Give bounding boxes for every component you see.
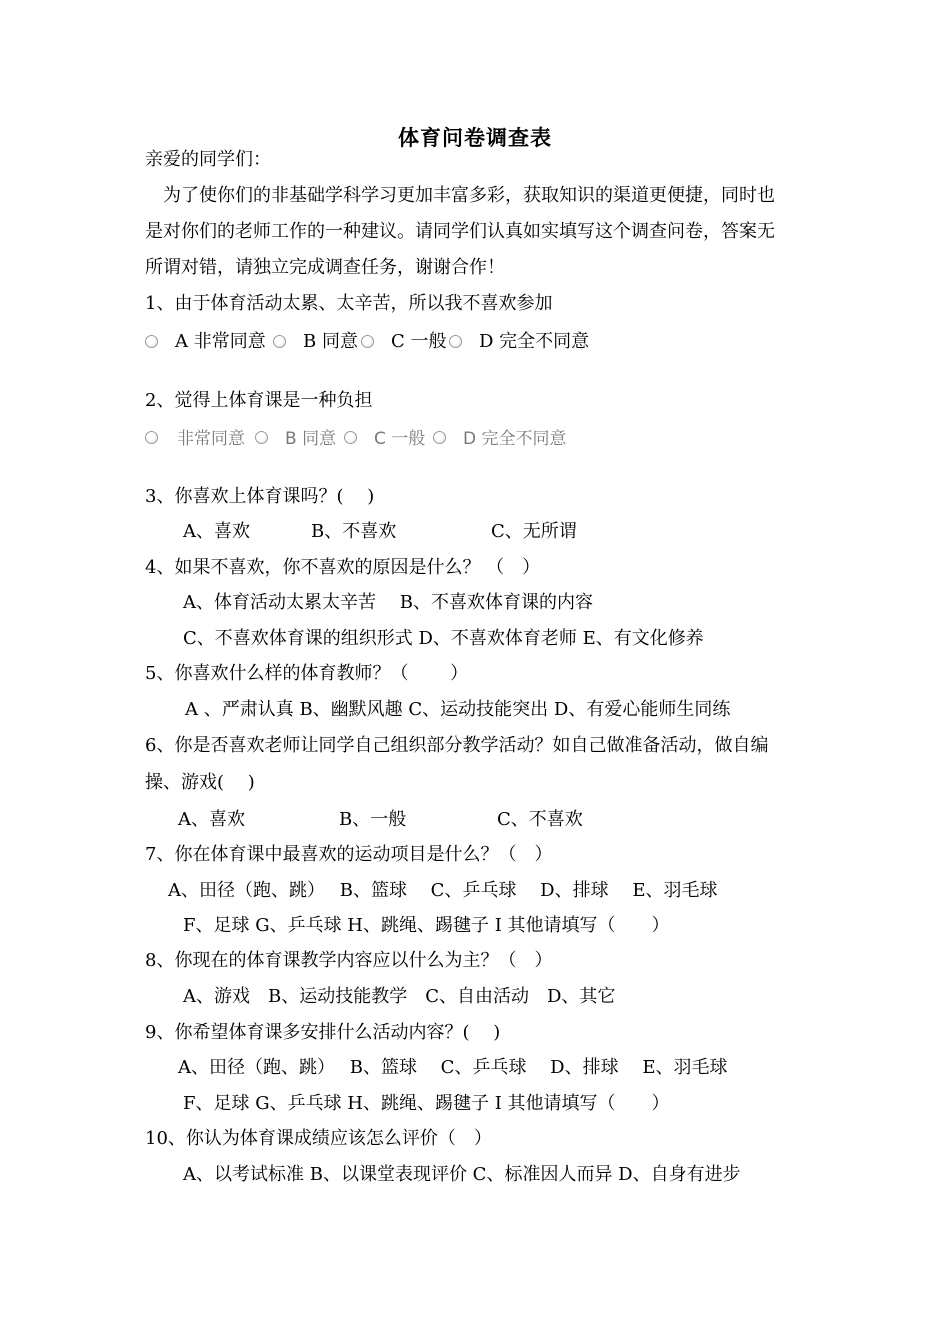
q4-options-line-1: A、体育活动太累太辛苦 B、不喜欢体育课的内容 [183, 592, 593, 613]
question-1: 1、由于体育活动太累、太辛苦，所以我不喜欢参加 [145, 293, 553, 314]
question-9: 9、你希望体育课多安排什么活动内容？( ) [145, 1022, 501, 1043]
intro-line-2: 是对你们的老师工作的一种建议。请同学们认真如实填写这个调查问卷，答案无 [145, 221, 775, 242]
q10-options-line-1: A、以考试标准 B、以课堂表现评价 C、标准因人而异 D、自身有进步 [183, 1164, 741, 1185]
q3-option-c: C、无所谓 [491, 521, 577, 542]
question-2: 2、觉得上体育课是一种负担 [145, 390, 373, 411]
intro-line-3: 所谓对错，请独立完成调查任务，谢谢合作！ [145, 257, 505, 278]
radio-q2-a[interactable] [145, 431, 158, 444]
option-label: C 一般 [391, 331, 447, 352]
question-2-options [145, 428, 845, 458]
radio-q2-d[interactable] [433, 431, 446, 444]
greeting: 亲爱的同学们： [145, 149, 271, 170]
radio-q1-b[interactable] [273, 335, 286, 348]
q9-options-line-1: A、田径（跑、跳） B、篮球 C、乒乓球 D、排球 E、羽毛球 [178, 1057, 728, 1078]
q7-options-line-1: A、田径（跑、跳） B、篮球 C、乒乓球 D、排球 E、羽毛球 [168, 880, 718, 901]
option-label: C 一般 [374, 429, 426, 449]
question-6: 6、你是否喜欢老师让同学自己组织部分教学活动？如自己做准备活动，做自编 [145, 735, 769, 756]
question-4: 4、如果不喜欢，你不喜欢的原因是什么？ （ ） [145, 557, 541, 578]
option-label: B 同意 [303, 331, 358, 352]
question-6-cont: 操、游戏( ) [145, 772, 255, 793]
radio-q1-c[interactable] [361, 335, 374, 348]
q6-option-b: B、一般 [339, 809, 407, 830]
q3-option-b: B、不喜欢 [311, 521, 397, 542]
q4-options-line-2: C、不喜欢体育课的组织形式 D、不喜欢体育老师 E、有文化修养 [183, 628, 704, 649]
question-8: 8、你现在的体育课教学内容应以什么为主？（ ） [145, 950, 553, 971]
q6-option-c: C、不喜欢 [497, 809, 583, 830]
q5-options-line-1: A 、严肃认真 B、幽默风趣 C、运动技能突出 D、有爱心能师生同练 [185, 699, 731, 720]
q6-option-a: A、喜欢 [178, 809, 245, 830]
q3-option-a: A、喜欢 [183, 521, 250, 542]
radio-q2-c[interactable] [344, 431, 357, 444]
option-label: D 完全不同意 [463, 429, 567, 449]
page-title: 体育问卷调查表 [398, 125, 552, 150]
q7-options-line-2: F、足球 G、乒乓球 H、跳绳、踢毽子 I 其他请填写（ ） [183, 915, 670, 936]
q8-options-line-1: A、游戏 B、运动技能教学 C、自由活动 D、其它 [183, 986, 616, 1007]
question-10: 10、你认为体育课成绩应该怎么评价（ ） [145, 1128, 492, 1149]
option-label: 非常同意 [177, 429, 245, 449]
radio-q2-b[interactable] [255, 431, 268, 444]
option-label: B 同意 [285, 429, 337, 449]
radio-q1-a[interactable] [145, 335, 158, 348]
q9-options-line-2: F、足球 G、乒乓球 H、跳绳、踢毽子 I 其他请填写（ ） [183, 1093, 670, 1114]
intro-line-1: 为了使你们的非基础学科学习更加丰富多彩，获取知识的渠道更便捷，同时也 [163, 185, 775, 206]
question-1-options [145, 332, 845, 362]
question-3: 3、你喜欢上体育课吗？( ) [145, 486, 375, 507]
radio-q1-d[interactable] [449, 335, 462, 348]
option-label: A 非常同意 [175, 331, 266, 352]
option-label: D 完全不同意 [479, 331, 590, 352]
question-7: 7、你在体育课中最喜欢的运动项目是什么？（ ） [145, 844, 553, 865]
question-5: 5、你喜欢什么样的体育教师？（ ） [145, 663, 469, 684]
